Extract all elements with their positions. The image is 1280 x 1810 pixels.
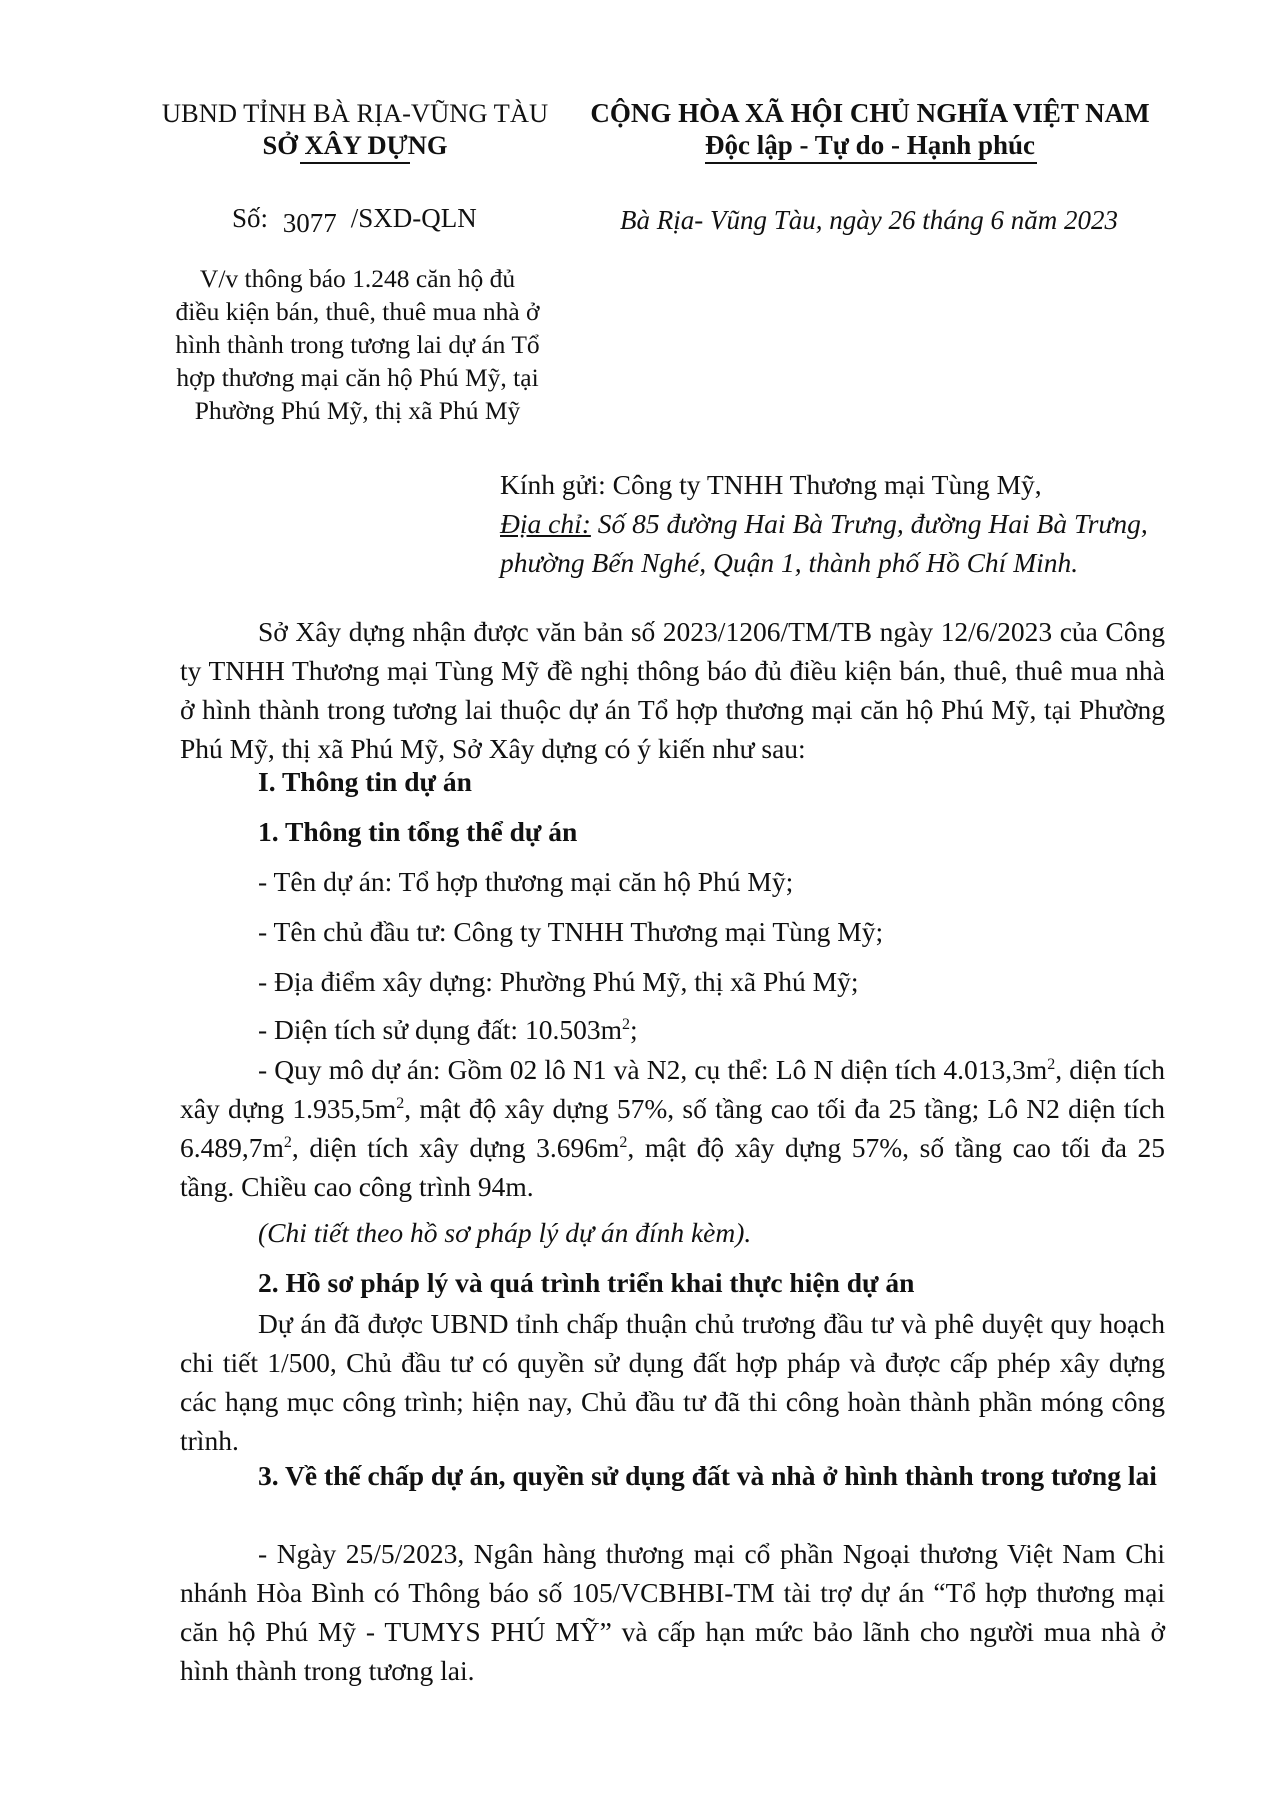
issuer-department: SỞ XÂY DỰNG (262, 130, 448, 160)
recipient-address (500, 504, 1148, 543)
subject-line: hình thành trong tương lai dự án Tổ (175, 330, 540, 359)
item-land-area (258, 1010, 638, 1049)
land-area-end: ; (629, 1014, 638, 1045)
issuer-underline (300, 162, 410, 164)
subject-line: Phường Phú Mỹ, thị xã Phú Mỹ (194, 396, 521, 425)
scale-text: , mật độ xây dựng 57%, số tầng cao tối đa 25 tầng; Lô N2 diện tích 6.489,7m (180, 1093, 1165, 1163)
document-number (232, 200, 477, 236)
recipient-address-line2: phường Bến Nghé, Quận 1, thành phố Hồ Chí Minh. (500, 547, 1079, 578)
item-location: - Địa điểm xây dựng: Phường Phú Mỹ, thị xã Phú Mỹ; (258, 966, 859, 997)
national-title: CỘNG HÒA XÃ HỘI CHỦ NGHĨA VIỆT NAM (590, 98, 1150, 128)
superscript: 2 (396, 1094, 405, 1112)
item-project-scale (180, 1050, 1165, 1206)
scale-text: , diện tích xây dựng 1.935,5m (180, 1054, 1165, 1124)
subsection-2-title: 2. Hồ sơ pháp lý và quá trình triển khai thực hiện dự án (258, 1267, 915, 1298)
subsection-1-title: 1. Thông tin tổng thể dự án (258, 816, 578, 847)
recipient-line: Kính gửi: Công ty TNHH Thương mại Tùng Mỹ, (500, 469, 1042, 500)
motto-underline (705, 162, 1037, 164)
land-area-text: - Diện tích sử dụng đất: 10.503m (258, 1014, 622, 1045)
subsection-3-title: 3. Về thế chấp dự án, quyền sử dụng đất và nhà ở hình thành trong tương lai (258, 1460, 1157, 1491)
subject-block (150, 262, 565, 427)
detail-note: (Chi tiết theo hồ sơ pháp lý dự án đính kèm). (258, 1217, 752, 1248)
scale-text: , diện tích xây dựng 3.696m (291, 1132, 620, 1163)
issuer-authority: UBND TỈNH BÀ RỊA-VŨNG TÀU (161, 98, 549, 128)
doc-number-value: 3077 (282, 208, 337, 238)
subsection-3-paragraph: - Ngày 25/5/2023, Ngân hàng thương mại cổ phần Ngoại thương Việt Nam Chi nhánh Hòa Bình có Thông báo số 105/VCBHBI-TM tài trợ dự án “Tổ hợp thương mại căn hộ Phú Mỹ - TUMYS PHÚ MỸ” và cấp hạn mức bảo lãnh cho người mua nhà ở hình thành trong tương lai. (180, 1538, 1165, 1686)
subject-line: hợp thương mại căn hộ Phú Mỹ, tại (176, 363, 539, 392)
superscript: 2 (1047, 1055, 1056, 1073)
item-project-name: - Tên dự án: Tổ hợp thương mại căn hộ Phú Mỹ; (258, 866, 794, 897)
section-1-title: I. Thông tin dự án (258, 766, 472, 797)
national-motto: Độc lập - Tự do - Hạnh phúc (704, 130, 1036, 160)
doc-number-suffix: /SXD-QLN (350, 203, 477, 233)
superscript: 2 (619, 1133, 628, 1151)
address-label: Địa chỉ: (500, 508, 591, 539)
place-date: Bà Rịa- Vũng Tàu, ngày 26 tháng 6 năm 2023 (620, 205, 1118, 235)
doc-number-prefix: Số: (232, 203, 269, 233)
subsection-2-paragraph: Dự án đã được UBND tỉnh chấp thuận chủ trương đầu tư và phê duyệt quy hoạch chi tiết 1/500, Chủ đầu tư có quyền sử dụng đất hợp pháp và được cấp phép xây dựng các hạng mục công trình; hiện nay, Chủ đầu tư đã thi công hoàn thành phần móng công trình. (180, 1308, 1165, 1456)
scale-text: - Quy mô dự án: Gồm 02 lô N1 và N2, cụ thể: Lô N diện tích 4.013,3m (258, 1054, 1048, 1085)
address-text: Số 85 đường Hai Bà Trưng, đường Hai Bà Trưng, (590, 508, 1148, 539)
item-investor: - Tên chủ đầu tư: Công ty TNHH Thương mại Tùng Mỹ; (258, 916, 884, 947)
superscript: 2 (283, 1133, 292, 1151)
scale-text: , mật độ xây dựng 57%, số tầng cao tối đa 25 tầng. Chiều cao công trình 94m. (180, 1132, 1165, 1202)
subject-line: điều kiện bán, thuê, thuê mua nhà ở (175, 297, 540, 326)
subject-line: V/v thông báo 1.248 căn hộ đủ (199, 264, 516, 293)
superscript: 2 (621, 1015, 630, 1033)
intro-paragraph: Sở Xây dựng nhận được văn bản số 2023/1206/TM/TB ngày 12/6/2023 của Công ty TNHH Thương mại Tùng Mỹ đề nghị thông báo đủ điều kiện bán, thuê, thuê mua nhà ở hình thành trong tương lai thuộc dự án Tổ hợp thương mại căn hộ Phú Mỹ, tại Phường Phú Mỹ, thị xã Phú Mỹ, Sở Xây dựng có ý kiến như sau: (180, 616, 1165, 764)
